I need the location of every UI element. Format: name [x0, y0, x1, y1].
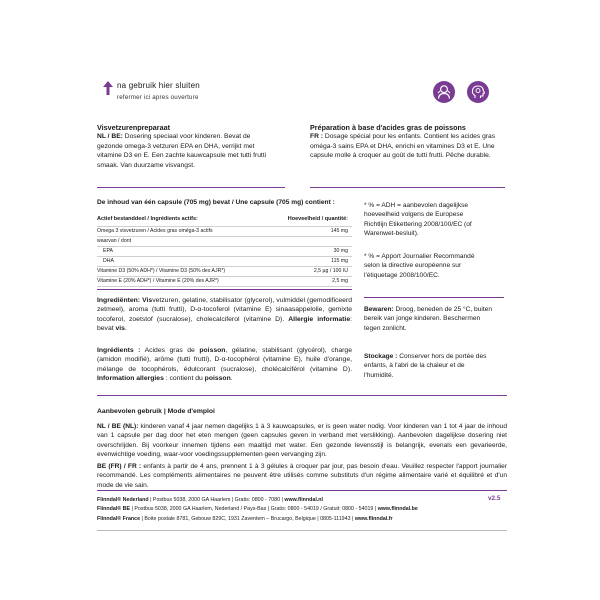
- ingredients-text: vetzuren, gelatine, stabilisator (glycerol), vulmiddel (gemodificeerd zetmeel), aroma (tutti frutti), D-α-tocoferol (vitamine E) sinaasappelolie, gemixte tocoferol, zoetstof (sucralose), cholecalciferol (vitamine D).: [97, 297, 353, 323]
- allergy-lead-fr: Information allergies: [97, 375, 164, 383]
- divider: [97, 490, 507, 491]
- ingredients-text: .: [124, 325, 127, 333]
- website-link[interactable]: www.flinndal.be: [377, 506, 418, 513]
- usage-lead-fr: BE (FR) / FR :: [97, 463, 142, 470]
- footer-line-be: [97, 505, 477, 514]
- preparation-text-nl: [97, 132, 277, 170]
- row-label: Vitamine D3 (50% ADH*) / Vitamine D3 (50% des AJR*): [97, 268, 226, 274]
- usage-text-fr: enfants à partir de 4 ans, prennent 1 à 3 gélules à croquer par jour, pas besoin d'eau. Veuillez respecter l'apport journalier recommandé. Les compléments alimentaires ne peuvent être utilisés comme substituts d'un régime alimentaire varié et équilibré et d'un mode de vie sain.: [97, 463, 507, 489]
- storage-text-fr: Conserver hors de portée des enfants, à l'abri de la chaleur et de l'humidité.: [364, 353, 487, 379]
- version-label: v2.5: [488, 495, 501, 502]
- adh-note: * % = ADH = aanbevolen dagelijkse hoeveelheid volgens de Europese Richtlijn Etikettering 2008/100/EC (of Warenwet-besluit).: [364, 202, 472, 238]
- website-link[interactable]: www.flinndal.nl: [284, 497, 323, 503]
- storage-fr: [364, 352, 492, 380]
- brand-name: Flinndal® France: [97, 515, 141, 522]
- footer-line-fr: [97, 515, 477, 524]
- ajr-note: * % = Apport Journalier Recommandé selon la directive européenne sur l'étiquetage 2008/100/EC.: [364, 253, 475, 279]
- preparation-title-nl: Visvetzurenpreparaat: [97, 123, 170, 132]
- content-table-title: De inhoud van één capsule (705 mg) bevat / Une capsule (705 mg) contient :: [97, 199, 335, 206]
- nutrition-table: [97, 214, 352, 287]
- storage-lead-nl: Bewaren:: [364, 306, 394, 313]
- row-value: 2,5 mg: [332, 278, 348, 284]
- table-header-row: [97, 214, 352, 227]
- footer-line-nl: [97, 496, 477, 505]
- table-row: [97, 247, 352, 257]
- divider: [364, 297, 504, 298]
- ingredients-text: , gélatine, stabilisant (glycérol), charge (amidon modifié), arôme (tutti frutti), D-α-tocophérol (vitamine E), huile d'orange, mélange de tocophérols, édulcorant (sucralose), cholécalciférol (vitamine D).: [97, 347, 352, 373]
- preparation-fr: [310, 123, 510, 161]
- preparation-lead-nl: NL / BE:: [97, 133, 123, 140]
- footer-address: | Boite postale 8781, Gebouw 829C, 1931 Zaventem – Brucargo, Belgique | 0805-111943 |: [140, 515, 355, 522]
- allergen-highlight: Vis: [142, 297, 153, 304]
- divider: [97, 530, 507, 531]
- ingredients-text: .: [230, 375, 233, 383]
- ingredients-nl: [97, 296, 352, 334]
- row-label: Vitamine E (20% ADH*) / Vitamine E (20% des AJR*): [97, 278, 219, 284]
- brand-name: Flinndal® BE: [97, 506, 131, 513]
- close-instruction-fr: refermer ici apres ouverture: [117, 94, 199, 101]
- row-value: 30 mg: [333, 248, 348, 254]
- table-row: [97, 267, 352, 277]
- allergen-highlight: poisson: [199, 347, 226, 354]
- ingredients-text: : bevat: [97, 315, 352, 333]
- row-label: EPA: [103, 248, 113, 254]
- row-value: 2,5 µg / 100 IU: [313, 268, 348, 274]
- usage-lead-nl: NL / BE (NL):: [97, 423, 139, 430]
- row-label: waarvan / dont: [97, 238, 132, 244]
- close-instruction-nl: na gebruik hier sluiten: [117, 81, 200, 90]
- row-value: 145 mg: [330, 228, 348, 234]
- preparation-nl: [97, 123, 277, 170]
- row-label: DHA: [103, 258, 114, 264]
- storage-nl: [364, 305, 492, 333]
- child-icon: [433, 81, 455, 103]
- brand-name: Flinndal® Nederland: [97, 497, 149, 503]
- usage-title: Aanbevolen gebruik | Mode d'emploi: [97, 408, 215, 415]
- column-header-amount: Hoeveelheid / quantité:: [287, 216, 348, 222]
- allergy-lead-nl: Allergie informatie: [288, 315, 351, 323]
- preparation-title-fr: Préparation à base d'acides gras de poissons: [310, 123, 466, 132]
- website-link[interactable]: www.flinndal.fr: [354, 515, 393, 522]
- storage-lead-fr: Stockage :: [364, 353, 398, 360]
- divider: [310, 187, 505, 188]
- ingredients-lead-fr: Ingrédients :: [97, 347, 141, 354]
- allergen-highlight: poisson: [204, 375, 231, 383]
- row-value: 115 mg: [331, 258, 348, 264]
- preparation-body-nl: Dosering speciaal voor kinderen. Bevat de gezonde omega-3 vetzuren EPA en DHA, verrijkt met vitamine D3 en E. Een zachte kauwcapsule met tutti frutti smaak. Van duurzame visvangst.: [97, 133, 267, 169]
- ingredients-lead-nl: Ingrediënten:: [97, 297, 141, 304]
- preparation-body-fr: Dosage spécial pour les enfants. Contient les acides gras oméga-3 sains EPA et DHA, enrichi en vitamines D3 et E. Une capsule molle à croquer au goût de tutti frutti. Pêche durable.: [310, 133, 496, 160]
- usage-nl: [97, 422, 507, 459]
- head-brain-icon: [467, 81, 489, 103]
- storage-text-nl: Droog, beneden de 25 °C, buiten bereik van jonge kinderen. Beschermen tegen zonlicht.: [364, 306, 493, 332]
- close-arrow-icon: [102, 80, 114, 96]
- table-row: [97, 257, 352, 267]
- footer-address: | Postbus 5038, 2000 GA Haarlem, Nederland / Pays-Bas | Gratis: 0800 - 54019 / Gratuit: 0800 - 54019 |: [130, 506, 378, 513]
- preparation-lead-fr: FR :: [310, 133, 323, 140]
- ingredients-text: Acides gras de: [140, 347, 200, 354]
- table-row: [97, 277, 352, 287]
- usage-fr: [97, 462, 507, 490]
- usage-text-nl: kinderen vanaf 4 jaar nemen dagelijks 1 à 3 kauwcapsules, er is geen water nodig. Voor kinderen van 1 tot 4 jaar de inhoud van 1 capsule per dag door het eten mengen (geen capsules geven in verband met verslikking). Aanbevolen dagelijkse dosering niet overschrijden. Bij voorkeur innemen tijdens een maaltijd met water. Een gezonde levensstijl is belangrijk, evenals een gevarieerde, evenwichtige voeding, waar-voor voedingssupplementen geen vervanging zijn.: [97, 423, 507, 458]
- footer-address: | Postbus 5038, 2000 GA Haarlem | Gratis: 0800 - 7080 |: [148, 497, 285, 503]
- table-row: [97, 237, 352, 247]
- allergen-highlight: vis: [115, 325, 125, 333]
- row-label: Omega 3 visvetzuren / Acides gras oméga-3 actifs: [97, 228, 213, 234]
- divider: [97, 395, 507, 396]
- footer-contacts: [97, 496, 477, 524]
- divider: [97, 187, 285, 188]
- divider: [97, 289, 352, 290]
- preparation-text-fr: [310, 132, 510, 161]
- column-header-ingredient: Actief bestanddeel / Ingrédients actifs:: [97, 216, 198, 222]
- table-row: [97, 227, 352, 237]
- ingredients-text: : contient du: [163, 375, 205, 383]
- ingredients-fr: [97, 346, 352, 384]
